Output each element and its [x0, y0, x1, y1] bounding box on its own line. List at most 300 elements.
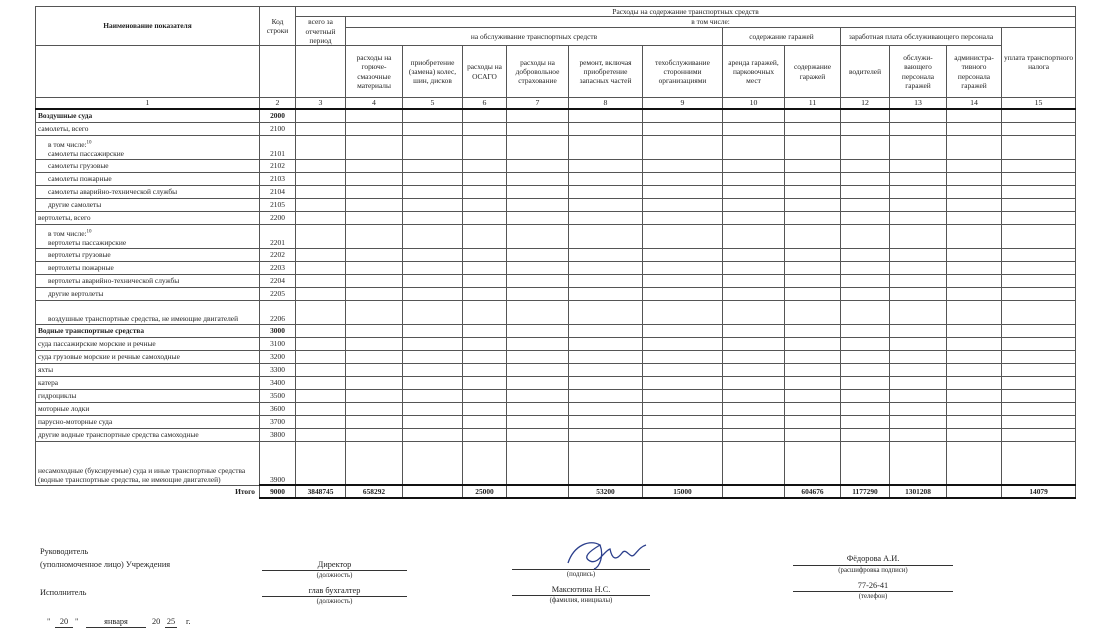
value-cell[interactable]: [841, 211, 890, 224]
value-cell[interactable]: [403, 389, 463, 402]
value-cell[interactable]: [947, 274, 1002, 287]
value-cell[interactable]: [723, 337, 785, 350]
value-cell[interactable]: [841, 376, 890, 389]
value-cell[interactable]: [1002, 261, 1076, 274]
value-cell[interactable]: [947, 261, 1002, 274]
value-cell[interactable]: [463, 402, 507, 415]
value-cell[interactable]: [507, 274, 569, 287]
value-cell[interactable]: [463, 224, 507, 248]
value-cell[interactable]: [346, 415, 403, 428]
value-cell[interactable]: [569, 248, 643, 261]
value-cell[interactable]: [403, 376, 463, 389]
value-cell[interactable]: [890, 122, 947, 135]
value-cell[interactable]: [346, 122, 403, 135]
value-cell[interactable]: [463, 300, 507, 324]
value-cell[interactable]: [569, 261, 643, 274]
value-cell[interactable]: [785, 198, 841, 211]
value-cell[interactable]: [890, 415, 947, 428]
value-cell[interactable]: [463, 415, 507, 428]
value-cell[interactable]: [947, 441, 1002, 485]
value-cell[interactable]: [569, 159, 643, 172]
value-cell[interactable]: [296, 248, 346, 261]
value-cell[interactable]: [569, 185, 643, 198]
value-cell[interactable]: [723, 109, 785, 123]
value-cell[interactable]: [463, 109, 507, 123]
value-cell[interactable]: [890, 337, 947, 350]
value-cell[interactable]: [785, 109, 841, 123]
value-cell[interactable]: [723, 402, 785, 415]
value-cell[interactable]: [403, 172, 463, 185]
value-cell[interactable]: [296, 109, 346, 123]
value-cell[interactable]: [403, 224, 463, 248]
value-cell[interactable]: [723, 185, 785, 198]
value-cell[interactable]: [1002, 363, 1076, 376]
value-cell[interactable]: [723, 261, 785, 274]
value-cell[interactable]: [785, 287, 841, 300]
value-cell[interactable]: [890, 172, 947, 185]
value-cell[interactable]: [296, 402, 346, 415]
value-cell[interactable]: [947, 300, 1002, 324]
value-cell[interactable]: [643, 159, 723, 172]
value-cell[interactable]: [296, 122, 346, 135]
value-cell[interactable]: [643, 135, 723, 159]
value-cell[interactable]: [890, 248, 947, 261]
value-cell[interactable]: [507, 389, 569, 402]
value-cell[interactable]: [1002, 337, 1076, 350]
value-cell[interactable]: [463, 274, 507, 287]
value-cell[interactable]: [507, 350, 569, 363]
value-cell[interactable]: [463, 261, 507, 274]
value-cell[interactable]: [1002, 159, 1076, 172]
value-cell[interactable]: [403, 122, 463, 135]
value-cell[interactable]: [643, 224, 723, 248]
value-cell[interactable]: [346, 274, 403, 287]
value-cell[interactable]: [947, 224, 1002, 248]
value-cell[interactable]: [1002, 376, 1076, 389]
value-cell[interactable]: [890, 376, 947, 389]
value-cell[interactable]: [507, 300, 569, 324]
value-cell[interactable]: [643, 300, 723, 324]
value-cell[interactable]: [296, 211, 346, 224]
value-cell[interactable]: [463, 159, 507, 172]
value-cell[interactable]: [296, 198, 346, 211]
value-cell[interactable]: [947, 337, 1002, 350]
value-cell[interactable]: [569, 300, 643, 324]
value-cell[interactable]: [296, 389, 346, 402]
value-cell[interactable]: [296, 363, 346, 376]
value-cell[interactable]: [403, 324, 463, 337]
value-cell[interactable]: [507, 224, 569, 248]
value-cell[interactable]: [785, 389, 841, 402]
value-cell[interactable]: [507, 261, 569, 274]
value-cell[interactable]: [841, 428, 890, 441]
value-cell[interactable]: [1002, 415, 1076, 428]
value-cell[interactable]: [1002, 135, 1076, 159]
value-cell[interactable]: [403, 287, 463, 300]
value-cell[interactable]: [403, 211, 463, 224]
value-cell[interactable]: [890, 261, 947, 274]
value-cell[interactable]: [463, 350, 507, 363]
value-cell[interactable]: [403, 109, 463, 123]
value-cell[interactable]: [723, 211, 785, 224]
value-cell[interactable]: [947, 376, 1002, 389]
value-cell[interactable]: [507, 428, 569, 441]
value-cell[interactable]: [785, 402, 841, 415]
value-cell[interactable]: [643, 261, 723, 274]
value-cell[interactable]: [841, 337, 890, 350]
value-cell[interactable]: [569, 376, 643, 389]
value-cell[interactable]: [890, 287, 947, 300]
value-cell[interactable]: [507, 159, 569, 172]
value-cell[interactable]: [643, 441, 723, 485]
value-cell[interactable]: [403, 248, 463, 261]
value-cell[interactable]: [507, 337, 569, 350]
value-cell[interactable]: [947, 159, 1002, 172]
value-cell[interactable]: [723, 224, 785, 248]
value-cell[interactable]: [643, 122, 723, 135]
value-cell[interactable]: [785, 185, 841, 198]
value-cell[interactable]: [785, 337, 841, 350]
value-cell[interactable]: [947, 109, 1002, 123]
value-cell[interactable]: [403, 402, 463, 415]
value-cell[interactable]: [403, 415, 463, 428]
value-cell[interactable]: [569, 337, 643, 350]
value-cell[interactable]: [841, 261, 890, 274]
value-cell[interactable]: [1002, 350, 1076, 363]
value-cell[interactable]: [296, 300, 346, 324]
value-cell[interactable]: [346, 135, 403, 159]
value-cell[interactable]: [947, 211, 1002, 224]
value-cell[interactable]: [723, 159, 785, 172]
value-cell[interactable]: [569, 122, 643, 135]
value-cell[interactable]: [947, 198, 1002, 211]
value-cell[interactable]: [296, 337, 346, 350]
value-cell[interactable]: [346, 402, 403, 415]
value-cell[interactable]: [507, 122, 569, 135]
value-cell[interactable]: [785, 135, 841, 159]
value-cell[interactable]: [296, 324, 346, 337]
value-cell[interactable]: [890, 159, 947, 172]
value-cell[interactable]: [296, 350, 346, 363]
value-cell[interactable]: [785, 122, 841, 135]
value-cell[interactable]: [947, 428, 1002, 441]
value-cell[interactable]: [947, 185, 1002, 198]
value-cell[interactable]: [841, 198, 890, 211]
value-cell[interactable]: [346, 324, 403, 337]
value-cell[interactable]: [296, 376, 346, 389]
value-cell[interactable]: [841, 274, 890, 287]
value-cell[interactable]: [841, 300, 890, 324]
value-cell[interactable]: [1002, 211, 1076, 224]
value-cell[interactable]: [947, 350, 1002, 363]
value-cell[interactable]: [463, 324, 507, 337]
value-cell[interactable]: [643, 376, 723, 389]
value-cell[interactable]: [890, 402, 947, 415]
value-cell[interactable]: [296, 261, 346, 274]
value-cell[interactable]: [296, 159, 346, 172]
value-cell[interactable]: [346, 350, 403, 363]
value-cell[interactable]: [723, 350, 785, 363]
value-cell[interactable]: [643, 211, 723, 224]
value-cell[interactable]: [463, 376, 507, 389]
value-cell[interactable]: [507, 287, 569, 300]
value-cell[interactable]: [403, 198, 463, 211]
value-cell[interactable]: [403, 428, 463, 441]
value-cell[interactable]: [723, 287, 785, 300]
value-cell[interactable]: [643, 415, 723, 428]
value-cell[interactable]: [785, 274, 841, 287]
value-cell[interactable]: [346, 261, 403, 274]
value-cell[interactable]: [723, 122, 785, 135]
value-cell[interactable]: [841, 185, 890, 198]
value-cell[interactable]: [403, 159, 463, 172]
value-cell[interactable]: [346, 198, 403, 211]
value-cell[interactable]: [785, 415, 841, 428]
value-cell[interactable]: [569, 402, 643, 415]
value-cell[interactable]: [296, 441, 346, 485]
value-cell[interactable]: [841, 172, 890, 185]
value-cell[interactable]: [1002, 109, 1076, 123]
value-cell[interactable]: [1002, 287, 1076, 300]
value-cell[interactable]: [723, 376, 785, 389]
value-cell[interactable]: [569, 172, 643, 185]
value-cell[interactable]: [507, 415, 569, 428]
value-cell[interactable]: [947, 324, 1002, 337]
value-cell[interactable]: [643, 337, 723, 350]
value-cell[interactable]: [890, 441, 947, 485]
value-cell[interactable]: [403, 350, 463, 363]
value-cell[interactable]: [643, 248, 723, 261]
value-cell[interactable]: [890, 300, 947, 324]
value-cell[interactable]: [463, 185, 507, 198]
value-cell[interactable]: [507, 324, 569, 337]
value-cell[interactable]: [841, 389, 890, 402]
value-cell[interactable]: [841, 109, 890, 123]
value-cell[interactable]: [346, 172, 403, 185]
value-cell[interactable]: [569, 198, 643, 211]
value-cell[interactable]: [296, 224, 346, 248]
value-cell[interactable]: [841, 248, 890, 261]
value-cell[interactable]: [507, 172, 569, 185]
value-cell[interactable]: [890, 224, 947, 248]
value-cell[interactable]: [785, 363, 841, 376]
value-cell[interactable]: [403, 300, 463, 324]
value-cell[interactable]: [569, 224, 643, 248]
value-cell[interactable]: [947, 172, 1002, 185]
value-cell[interactable]: [403, 363, 463, 376]
value-cell[interactable]: [463, 211, 507, 224]
value-cell[interactable]: [723, 135, 785, 159]
value-cell[interactable]: [346, 428, 403, 441]
value-cell[interactable]: [346, 376, 403, 389]
value-cell[interactable]: [346, 363, 403, 376]
value-cell[interactable]: [723, 441, 785, 485]
value-cell[interactable]: [1002, 248, 1076, 261]
value-cell[interactable]: [346, 109, 403, 123]
value-cell[interactable]: [1002, 185, 1076, 198]
value-cell[interactable]: [785, 441, 841, 485]
value-cell[interactable]: [841, 441, 890, 485]
value-cell[interactable]: [1002, 198, 1076, 211]
value-cell[interactable]: [841, 159, 890, 172]
value-cell[interactable]: [346, 248, 403, 261]
value-cell[interactable]: [346, 185, 403, 198]
value-cell[interactable]: [947, 248, 1002, 261]
value-cell[interactable]: [569, 428, 643, 441]
value-cell[interactable]: [947, 389, 1002, 402]
value-cell[interactable]: [841, 402, 890, 415]
value-cell[interactable]: [569, 274, 643, 287]
value-cell[interactable]: [947, 287, 1002, 300]
value-cell[interactable]: [947, 135, 1002, 159]
value-cell[interactable]: [507, 198, 569, 211]
value-cell[interactable]: [463, 172, 507, 185]
value-cell[interactable]: [346, 287, 403, 300]
value-cell[interactable]: [643, 389, 723, 402]
value-cell[interactable]: [463, 363, 507, 376]
value-cell[interactable]: [403, 261, 463, 274]
value-cell[interactable]: [463, 248, 507, 261]
value-cell[interactable]: [890, 211, 947, 224]
value-cell[interactable]: [569, 324, 643, 337]
value-cell[interactable]: [723, 300, 785, 324]
value-cell[interactable]: [569, 389, 643, 402]
value-cell[interactable]: [890, 185, 947, 198]
value-cell[interactable]: [296, 185, 346, 198]
value-cell[interactable]: [890, 109, 947, 123]
value-cell[interactable]: [947, 122, 1002, 135]
value-cell[interactable]: [403, 441, 463, 485]
value-cell[interactable]: [785, 300, 841, 324]
value-cell[interactable]: [1002, 389, 1076, 402]
value-cell[interactable]: [1002, 300, 1076, 324]
value-cell[interactable]: [1002, 274, 1076, 287]
value-cell[interactable]: [841, 350, 890, 363]
value-cell[interactable]: [346, 441, 403, 485]
value-cell[interactable]: [841, 224, 890, 248]
value-cell[interactable]: [403, 337, 463, 350]
value-cell[interactable]: [346, 211, 403, 224]
value-cell[interactable]: [296, 428, 346, 441]
value-cell[interactable]: [723, 324, 785, 337]
value-cell[interactable]: [785, 324, 841, 337]
value-cell[interactable]: [785, 211, 841, 224]
value-cell[interactable]: [463, 428, 507, 441]
value-cell[interactable]: [346, 159, 403, 172]
value-cell[interactable]: [507, 135, 569, 159]
value-cell[interactable]: [569, 441, 643, 485]
value-cell[interactable]: [841, 135, 890, 159]
value-cell[interactable]: [403, 135, 463, 159]
value-cell[interactable]: [1002, 441, 1076, 485]
value-cell[interactable]: [785, 172, 841, 185]
value-cell[interactable]: [569, 415, 643, 428]
value-cell[interactable]: [723, 172, 785, 185]
value-cell[interactable]: [463, 337, 507, 350]
value-cell[interactable]: [296, 172, 346, 185]
value-cell[interactable]: [643, 287, 723, 300]
value-cell[interactable]: [507, 376, 569, 389]
value-cell[interactable]: [507, 441, 569, 485]
value-cell[interactable]: [507, 363, 569, 376]
value-cell[interactable]: [785, 261, 841, 274]
value-cell[interactable]: [947, 363, 1002, 376]
value-cell[interactable]: [463, 441, 507, 485]
value-cell[interactable]: [296, 274, 346, 287]
value-cell[interactable]: [841, 415, 890, 428]
value-cell[interactable]: [643, 274, 723, 287]
value-cell[interactable]: [785, 376, 841, 389]
value-cell[interactable]: [643, 185, 723, 198]
value-cell[interactable]: [403, 274, 463, 287]
value-cell[interactable]: [723, 274, 785, 287]
value-cell[interactable]: [841, 363, 890, 376]
value-cell[interactable]: [1002, 324, 1076, 337]
value-cell[interactable]: [785, 428, 841, 441]
value-cell[interactable]: [841, 122, 890, 135]
value-cell[interactable]: [947, 402, 1002, 415]
value-cell[interactable]: [569, 211, 643, 224]
value-cell[interactable]: [1002, 224, 1076, 248]
value-cell[interactable]: [643, 428, 723, 441]
value-cell[interactable]: [643, 402, 723, 415]
value-cell[interactable]: [507, 402, 569, 415]
value-cell[interactable]: [890, 428, 947, 441]
value-cell[interactable]: [403, 185, 463, 198]
value-cell[interactable]: [890, 389, 947, 402]
value-cell[interactable]: [785, 224, 841, 248]
value-cell[interactable]: [723, 248, 785, 261]
value-cell[interactable]: [723, 198, 785, 211]
value-cell[interactable]: [507, 185, 569, 198]
value-cell[interactable]: [507, 109, 569, 123]
value-cell[interactable]: [643, 172, 723, 185]
value-cell[interactable]: [296, 135, 346, 159]
value-cell[interactable]: [841, 324, 890, 337]
value-cell[interactable]: [569, 363, 643, 376]
value-cell[interactable]: [785, 248, 841, 261]
value-cell[interactable]: [296, 287, 346, 300]
value-cell[interactable]: [463, 198, 507, 211]
value-cell[interactable]: [346, 224, 403, 248]
value-cell[interactable]: [947, 415, 1002, 428]
value-cell[interactable]: [569, 350, 643, 363]
value-cell[interactable]: [643, 198, 723, 211]
value-cell[interactable]: [507, 248, 569, 261]
value-cell[interactable]: [569, 109, 643, 123]
value-cell[interactable]: [643, 324, 723, 337]
value-cell[interactable]: [463, 135, 507, 159]
value-cell[interactable]: [1002, 428, 1076, 441]
value-cell[interactable]: [890, 135, 947, 159]
value-cell[interactable]: [346, 389, 403, 402]
value-cell[interactable]: [890, 274, 947, 287]
value-cell[interactable]: [890, 198, 947, 211]
value-cell[interactable]: [723, 389, 785, 402]
value-cell[interactable]: [785, 350, 841, 363]
value-cell[interactable]: [569, 135, 643, 159]
value-cell[interactable]: [507, 211, 569, 224]
value-cell[interactable]: [643, 363, 723, 376]
value-cell[interactable]: [841, 287, 890, 300]
value-cell[interactable]: [463, 287, 507, 300]
value-cell[interactable]: [890, 324, 947, 337]
value-cell[interactable]: [723, 415, 785, 428]
value-cell[interactable]: [643, 350, 723, 363]
value-cell[interactable]: [1002, 122, 1076, 135]
value-cell[interactable]: [890, 350, 947, 363]
value-cell[interactable]: [463, 389, 507, 402]
